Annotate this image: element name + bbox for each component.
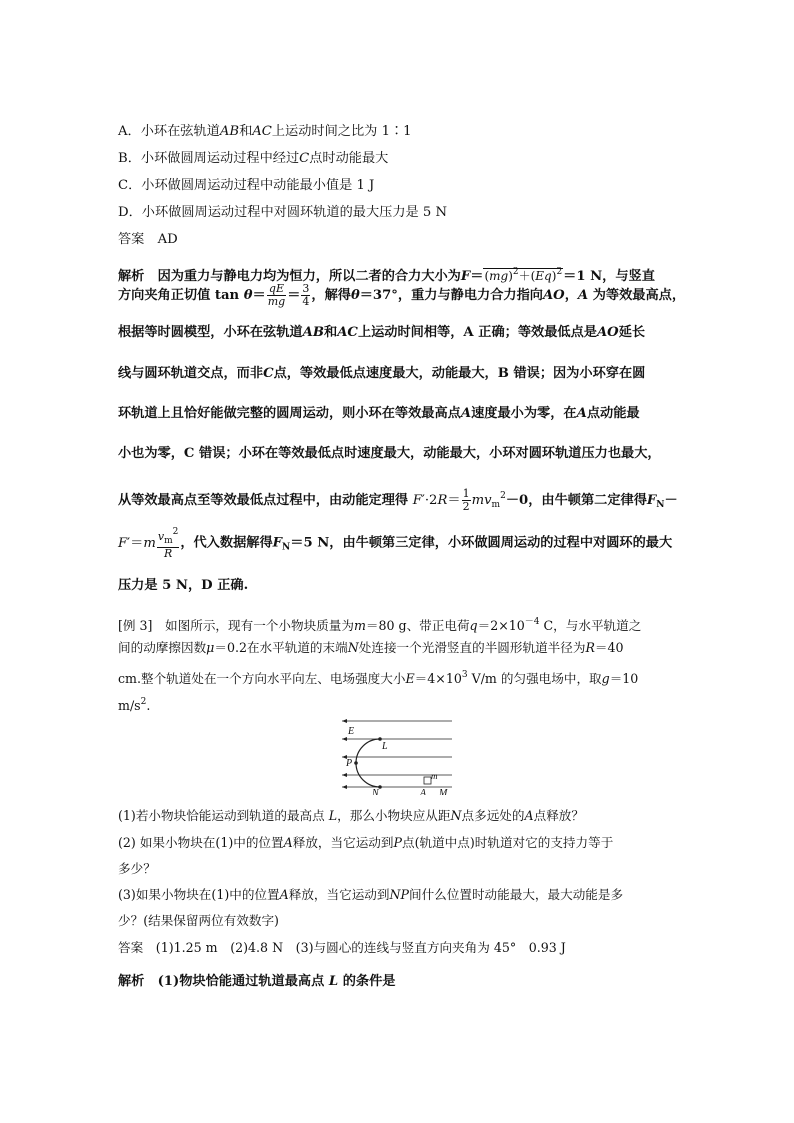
example-3-line-1: [例 3] 如图所示，现有一个小物块质量为m＝80 g、带正电荷$q=2\times 10^{-4}$ C，与水平轨道之: [118, 617, 642, 633]
option-a: A．小环在弦轨道AB和AC上运动时间之比为 1∶1: [118, 124, 412, 139]
example-3-line-4: $m/s^2$.: [118, 697, 151, 713]
label-P: P: [346, 758, 353, 769]
label-m: m: [431, 771, 438, 781]
point-N: [378, 785, 382, 789]
label-N: N: [372, 788, 379, 795]
analysis-2: 解析 (1)物块恰能通过轨道最高点 L 的条件是: [118, 974, 396, 989]
arrow-left-icon: [342, 785, 347, 789]
analysis-1-line-1: 解析 因为重力与静电力均为恒力，所以二者的合力大小为$F=(mg)^2+(Eq)^2=1$ N，与竖直: [118, 267, 655, 284]
question-2-line-2: 多少？: [118, 861, 156, 876]
arrow-left-icon: [342, 737, 347, 741]
label-M: M: [439, 788, 448, 795]
field-track-figure: [338, 717, 458, 795]
example-3-line-3: cm.整个轨道处在一个方向水平向左、电场强度大小$E=4\times 10^3$ V/m 的匀强电场中，取g＝10: [118, 670, 639, 686]
semicircle-track: [356, 739, 380, 787]
question-1: (1)若小物块恰能运动到轨道的最高点 L，那么小物块应从距N点多远处的A点释放？: [118, 808, 584, 823]
analysis-1-line-5: 环轨道上且恰好能做完整的圆周运动，则小环在等效最高点A速度最小为零，在A点动能最: [118, 406, 640, 421]
point-P: [354, 761, 358, 765]
label-A: A: [420, 788, 427, 795]
example-3-line-2: 间的动摩擦因数μ＝0.2在水平轨道的末端N处连接一个光滑竖直的半圆形轨道半径为R＝40: [118, 640, 624, 655]
question-2-line-1: (2) 如果小物块在(1)中的位置A释放，当它运动到P点(轨道中点)时轨道对它的支持力等于: [118, 835, 614, 850]
analysis-1-line-4: 线与圆环轨道交点，而非C点，等效最低点速度最大，动能最大，B 错误；因为小环穿在圆: [118, 366, 646, 381]
analysis-1-line-7: 从等效最高点至等效最低点过程中，由动能定理得 F′·2R＝ $\frac{1}{2}$ $mv_m^2-0$，由牛顿第二定律得$F_N-$: [118, 487, 678, 513]
block: [424, 777, 431, 784]
question-3-line-1: (3)如果小物块在(1)中的位置A释放，当它运动到NP间什么位置时动能最大，最大动能是多: [118, 887, 624, 902]
analysis-1-line-8: F′＝m $\frac{v_m^2}{R}$ ，代入数据解得$F_N=5$ N，由牛顿第三定律，小环做圆周运动的过程中对圆环的最大: [118, 527, 673, 560]
answer-2: 答案 (1)1.25 m (2)4.8 N (3)与圆心的连线与竖直方向夹角为 45° 0.93 J: [118, 940, 566, 955]
arrow-left-icon: [342, 719, 347, 723]
analysis-1-line-2: 方向夹角正切值 tan θ＝ $\frac{qE}{mg}$ ＝ $\frac{3}{4}$ ，解得θ＝37°，重力与静电力合力指向AO，A 为等效最高点，: [118, 282, 686, 308]
analysis-1-line-6: 小也为零，C 错误；小环在等效最低点时速度最大，动能最大，小环对圆环轨道压力也最大，: [118, 446, 661, 461]
option-b: B．小环做圆周运动过程中经过C点时动能最大: [118, 151, 389, 166]
answer-1: 答案 AD: [118, 232, 178, 247]
option-c: C．小环做圆周运动过程中动能最小值是 1 J: [118, 178, 375, 193]
arrow-left-icon: [342, 773, 347, 777]
label-L: L: [382, 741, 388, 752]
label-E: E: [348, 726, 355, 737]
question-3-line-2: 少？(结果保留两位有效数字): [118, 913, 279, 928]
option-d: D．小环做圆周运动过程中对圆环轨道的最大压力是 5 N: [118, 205, 448, 220]
analysis-1-line-9: 压力是 5 N，D 正确.: [118, 578, 249, 593]
analysis-1-line-3: 根据等时圆模型，小环在弦轨道AB和AC上运动时间相等，A 正确；等效最低点是AO延长: [118, 325, 646, 340]
